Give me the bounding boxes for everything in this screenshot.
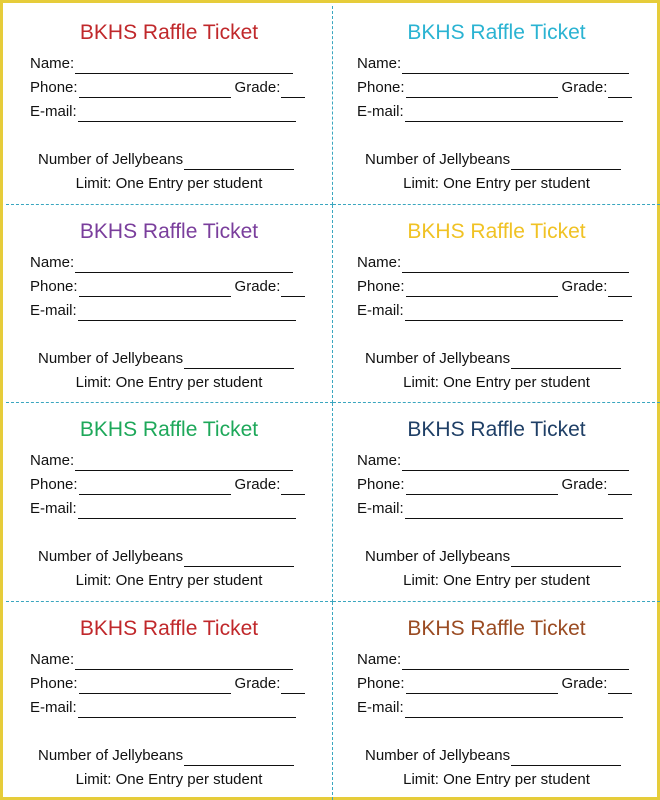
jellybeans-line [365,547,621,567]
phone-label: Phone: [30,674,78,692]
phone-label: Phone: [357,79,405,96]
grade-label: Grade: [561,79,608,96]
phone-blank[interactable] [79,280,231,297]
ticket-title: BKHS Raffle Ticket [79,418,259,441]
phone-line [30,674,305,694]
email-line [357,499,623,519]
jellybeans-blank[interactable] [511,153,621,170]
entry-limit [6,571,332,591]
email-blank[interactable] [78,304,296,321]
name-label: Name: [30,452,75,469]
jellybeans-blank[interactable] [184,749,294,766]
jellybeans-label: Number of Jellybeans [365,548,511,565]
raffle-ticket [333,602,660,800]
grade-label: Grade: [561,277,608,295]
name-label: Name: [357,253,402,271]
grade-label: Grade: [234,277,281,295]
jellybeans-label: Number of Jellybeans [38,151,184,168]
name-label: Name: [357,452,402,469]
entry-limit-text: Limit: One Entry per student [75,770,263,788]
phone-line [30,277,305,297]
entry-limit-text: Limit: One Entry per student [75,373,263,391]
name-line [30,650,293,670]
name-label: Name: [357,55,402,72]
email-line [357,102,623,122]
email-blank[interactable] [78,701,296,718]
phone-label: Phone: [357,277,405,295]
phone-line [30,475,305,495]
grade-blank[interactable] [281,280,305,297]
ticket-grid [6,6,660,800]
grade-label: Grade: [561,476,608,493]
raffle-ticket [6,403,333,602]
name-blank[interactable] [402,57,629,74]
email-line [357,301,623,321]
email-blank[interactable] [405,502,623,519]
email-label: E-mail: [30,103,77,120]
entry-limit-text: Limit: One Entry per student [403,373,590,391]
name-label: Name: [30,55,75,72]
jellybeans-line [365,349,621,369]
entry-limit [333,571,660,591]
jellybeans-label: Number of Jellybeans [365,151,511,168]
phone-blank[interactable] [79,478,231,495]
ticket-title: BKHS Raffle Ticket [407,21,586,44]
entry-limit-text: Limit: One Entry per student [403,572,590,589]
name-line [30,451,293,471]
raffle-ticket [333,6,660,205]
raffle-ticket [6,205,333,404]
phone-label: Phone: [30,476,78,493]
name-blank[interactable] [75,454,293,471]
email-blank[interactable] [405,701,623,718]
jellybeans-blank[interactable] [511,749,621,766]
email-label: E-mail: [30,698,77,716]
jellybeans-line [38,547,294,567]
grade-label: Grade: [234,674,281,692]
phone-label: Phone: [30,277,78,295]
phone-label: Phone: [30,79,78,96]
entry-limit-text: Limit: One Entry per student [75,572,263,589]
name-label: Name: [30,253,75,271]
raffle-ticket [333,205,660,404]
grade-blank[interactable] [281,81,305,98]
name-label: Name: [357,650,402,668]
name-line [357,54,629,74]
jellybeans-blank[interactable] [184,153,294,170]
grade-blank[interactable] [281,677,305,694]
jellybeans-label: Number of Jellybeans [38,746,184,764]
phone-blank[interactable] [406,478,558,495]
email-label: E-mail: [357,301,404,319]
name-line [357,451,629,471]
email-label: E-mail: [357,103,404,120]
name-line [30,54,293,74]
ticket-title: BKHS Raffle Ticket [79,21,259,44]
entry-limit [333,373,660,393]
email-line [30,102,296,122]
ticket-title: BKHS Raffle Ticket [407,418,586,441]
raffle-ticket [6,6,333,205]
phone-blank[interactable] [79,81,231,98]
name-blank[interactable] [75,653,293,670]
jellybeans-line [365,150,621,170]
jellybeans-line [38,150,294,170]
name-blank[interactable] [402,454,629,471]
ticket-title: BKHS Raffle Ticket [407,616,586,640]
name-blank[interactable] [402,653,629,670]
name-line [30,253,293,273]
jellybeans-label: Number of Jellybeans [365,746,511,764]
entry-limit [6,770,332,790]
email-blank[interactable] [78,502,296,519]
email-line [357,698,623,718]
email-blank[interactable] [405,304,623,321]
jellybeans-label: Number of Jellybeans [38,548,184,565]
phone-label: Phone: [357,674,405,692]
phone-line [357,475,632,495]
entry-limit [333,174,660,194]
entry-limit-text: Limit: One Entry per student [75,175,263,192]
entry-limit-text: Limit: One Entry per student [403,770,590,788]
email-blank[interactable] [405,105,623,122]
grade-blank[interactable] [608,478,632,495]
grade-label: Grade: [234,79,281,96]
grade-blank[interactable] [608,280,632,297]
phone-blank[interactable] [406,81,558,98]
raffle-ticket [6,602,333,800]
jellybeans-blank[interactable] [184,352,294,369]
phone-blank[interactable] [406,677,558,694]
phone-blank[interactable] [79,677,231,694]
entry-limit [333,770,660,790]
email-line [30,499,296,519]
entry-limit [6,174,332,194]
jellybeans-blank[interactable] [511,550,621,567]
name-blank[interactable] [75,256,293,273]
grade-blank[interactable] [608,81,632,98]
phone-label: Phone: [357,476,405,493]
grade-label: Grade: [561,674,608,692]
email-label: E-mail: [30,301,77,319]
jellybeans-blank[interactable] [511,352,621,369]
grade-blank[interactable] [281,478,305,495]
name-line [357,253,629,273]
email-line [30,698,296,718]
grade-blank[interactable] [608,677,632,694]
email-line [30,301,296,321]
email-blank[interactable] [78,105,296,122]
email-label: E-mail: [357,698,404,716]
email-label: E-mail: [357,500,404,517]
jellybeans-label: Number of Jellybeans [38,349,184,367]
ticket-title: BKHS Raffle Ticket [407,219,586,243]
entry-limit [6,373,332,393]
raffle-ticket [333,403,660,602]
jellybeans-line [365,746,621,766]
email-label: E-mail: [30,500,77,517]
jellybeans-line [38,746,294,766]
jellybeans-label: Number of Jellybeans [365,349,511,367]
jellybeans-blank[interactable] [184,550,294,567]
phone-line [357,674,632,694]
entry-limit-text: Limit: One Entry per student [403,175,590,192]
ticket-title: BKHS Raffle Ticket [79,616,259,640]
phone-line [357,78,632,98]
phone-line [357,277,632,297]
name-blank[interactable] [75,57,293,74]
phone-blank[interactable] [406,280,558,297]
grade-label: Grade: [234,476,281,493]
name-line [357,650,629,670]
name-blank[interactable] [402,256,629,273]
phone-line [30,78,305,98]
ticket-title: BKHS Raffle Ticket [79,219,259,243]
jellybeans-line [38,349,294,369]
name-label: Name: [30,650,75,668]
